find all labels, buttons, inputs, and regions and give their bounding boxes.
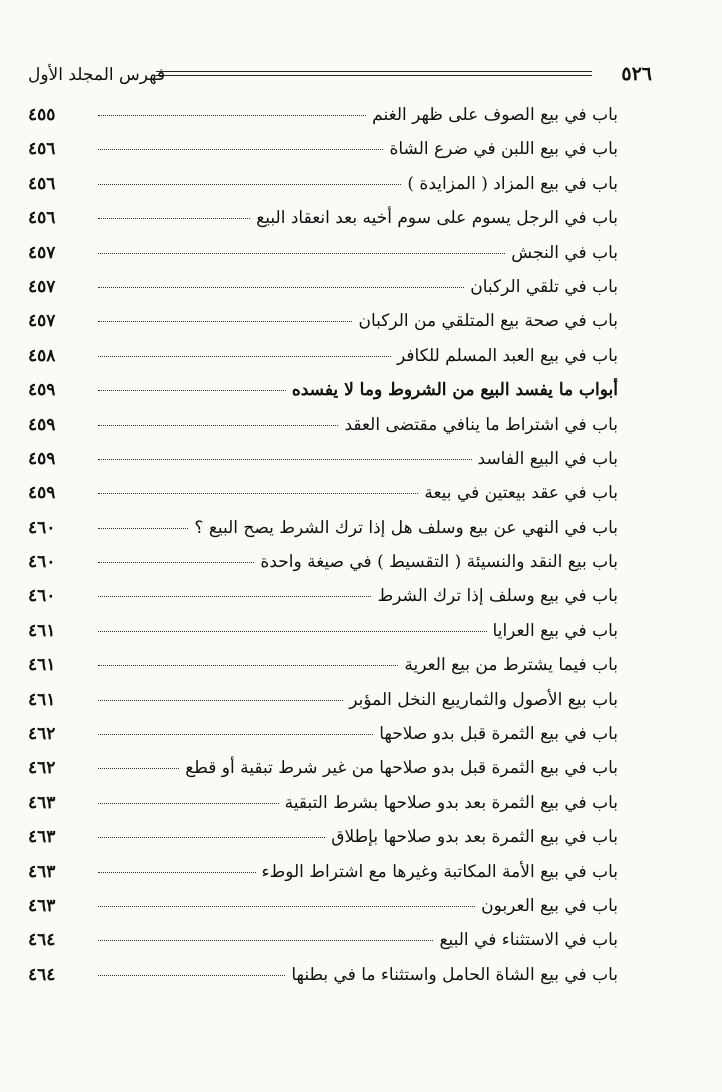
dot-leader xyxy=(98,459,472,460)
entry-title: باب في بيع الثمرة قبل بدو صلاحها من غير شرط تبقية أو قطع xyxy=(185,758,618,779)
entry-page-number: ٤٦١ xyxy=(28,620,56,641)
entry-page-number: ٤٥٩ xyxy=(28,483,56,504)
entry-page-number: ٤٦٣ xyxy=(28,861,56,882)
entry-title: باب بيع الأصول والثماريبع النخل المؤبر xyxy=(349,689,618,710)
dot-leader xyxy=(98,906,475,907)
entry-page-number: ٤٥٦ xyxy=(28,173,56,194)
toc-entry[interactable] xyxy=(28,482,618,516)
entry-title: باب في بيع اللبن في ضرع الشاة xyxy=(389,139,618,160)
toc-entry[interactable] xyxy=(28,757,618,791)
toc-entry[interactable] xyxy=(28,104,618,138)
entry-title: باب في بيع الثمرة قبل بدو صلاحها xyxy=(379,724,618,745)
entry-title: باب فيما يشترط من بيع العرية xyxy=(404,655,618,676)
entry-page-number: ٤٦٣ xyxy=(28,895,56,916)
entry-page-number: ٤٥٩ xyxy=(28,414,56,435)
toc-entry[interactable] xyxy=(28,551,618,585)
toc-entry[interactable] xyxy=(28,792,618,826)
entry-title: باب في اشتراط ما ينافي مقتضى العقد xyxy=(344,414,618,435)
dot-leader xyxy=(98,631,487,632)
entry-title: باب في بيع العبد المسلم للكافر xyxy=(396,345,618,366)
entry-title: باب في الاستثناء في البيع xyxy=(439,930,618,951)
entry-page-number: ٤٦٤ xyxy=(28,964,56,985)
dot-leader xyxy=(98,390,286,391)
toc-entry[interactable] xyxy=(28,207,618,241)
entry-title: باب في بيع وسلف إذا ترك الشرط xyxy=(377,586,618,607)
entry-title: باب في البيع الفاسد xyxy=(477,448,618,469)
toc-entry[interactable] xyxy=(28,585,618,619)
dot-leader xyxy=(98,837,325,838)
toc-entry[interactable] xyxy=(28,414,618,448)
entry-page-number: ٤٦٤ xyxy=(28,930,56,951)
toc-entry[interactable] xyxy=(28,345,618,379)
entry-title: باب في بيع العربون xyxy=(481,895,618,916)
entry-title: باب في بيع الثمرة بعد بدو صلاحها بإطلاق xyxy=(331,827,618,848)
entry-title: باب في صحة بيع المتلقي من الركبان xyxy=(358,311,618,332)
entry-page-number: ٤٥٥ xyxy=(28,105,56,125)
entry-page-number: ٤٥٧ xyxy=(28,311,56,332)
dot-leader xyxy=(98,253,505,254)
entry-page-number: ٤٥٩ xyxy=(28,380,56,401)
entry-page-number: ٤٦٢ xyxy=(28,758,56,779)
dot-leader xyxy=(98,149,383,150)
entry-page-number: ٤٥٨ xyxy=(28,345,56,366)
toc-entry[interactable] xyxy=(28,276,618,310)
dot-leader xyxy=(98,287,464,288)
entry-title: باب في بيع الأمة المكاتبة وغيرها مع اشتراط الوطء xyxy=(261,861,618,882)
entry-page-number: ٤٦٣ xyxy=(28,792,56,813)
toc-entry[interactable] xyxy=(28,138,618,172)
toc-entry[interactable] xyxy=(28,242,618,276)
dot-leader xyxy=(98,356,391,357)
toc-entry[interactable] xyxy=(28,929,618,963)
dot-leader xyxy=(98,493,418,494)
toc-entry[interactable] xyxy=(28,964,618,998)
entry-title: باب بيع النقد والنسيئة ( التقسيط ) في صيغة واحدة xyxy=(260,552,618,573)
dot-leader xyxy=(98,665,398,666)
toc-entry[interactable] xyxy=(28,895,618,929)
toc-entry[interactable] xyxy=(28,379,618,413)
entry-page-number: ٤٦٣ xyxy=(28,827,56,848)
entry-title: باب في النجش xyxy=(511,242,618,263)
entry-page-number: ٤٦٢ xyxy=(28,724,56,745)
dot-leader xyxy=(98,218,250,219)
dot-leader xyxy=(98,184,401,185)
dot-leader xyxy=(98,596,371,597)
toc-entry[interactable] xyxy=(28,517,618,551)
section-heading: أبواب ما يفسد البيع من الشروط وما لا يفسده xyxy=(291,380,618,401)
entry-title: باب في بيع العرايا xyxy=(492,620,618,641)
entry-title: باب في النهي عن بيع وسلف هل إذا ترك الشرط يصح البيع ؟ xyxy=(194,517,618,538)
entry-page-number: ٤٦١ xyxy=(28,655,56,676)
table-of-contents xyxy=(28,104,618,998)
toc-entry[interactable] xyxy=(28,310,618,344)
toc-entry[interactable] xyxy=(28,620,618,654)
entry-page-number: ٤٥٧ xyxy=(28,242,56,263)
entry-title: باب في عقد بيعتين في بيعة xyxy=(424,483,618,504)
dot-leader xyxy=(98,768,179,769)
entry-page-number: ٤٦١ xyxy=(28,689,56,710)
dot-leader xyxy=(98,321,352,322)
entry-title: باب في تلقي الركبان xyxy=(470,276,618,297)
entry-title: باب في بيع الشاة الحامل واستثناء ما في بطنها xyxy=(291,964,618,985)
entry-page-number: ٤٦٠ xyxy=(28,517,56,538)
toc-entry[interactable] xyxy=(28,448,618,482)
entry-page-number: ٤٥٦ xyxy=(28,139,56,160)
dot-leader xyxy=(98,562,254,563)
entry-title: باب في بيع الثمرة بعد بدو صلاحها بشرط التبقية xyxy=(284,792,618,813)
dot-leader xyxy=(98,940,433,941)
entry-page-number: ٤٦٠ xyxy=(28,586,56,607)
entry-page-number: ٤٥٧ xyxy=(28,276,56,297)
toc-entry[interactable] xyxy=(28,689,618,723)
dot-leader xyxy=(98,872,256,873)
dot-leader xyxy=(98,700,343,701)
entry-page-number: ٤٥٩ xyxy=(28,448,56,469)
header-title: فهرس المجلد الأول xyxy=(28,65,166,85)
dot-leader xyxy=(98,528,188,529)
dot-leader xyxy=(98,975,285,976)
page-header xyxy=(28,62,652,92)
entry-page-number: ٤٥٦ xyxy=(28,208,56,229)
toc-entry[interactable] xyxy=(28,173,618,207)
page-number: ٥٢٦ xyxy=(621,63,652,85)
toc-entry[interactable] xyxy=(28,861,618,895)
entry-page-number: ٤٦٠ xyxy=(28,552,56,573)
toc-entry[interactable] xyxy=(28,723,618,757)
entry-title: باب في بيع المزاد ( المزايدة ) xyxy=(407,173,618,194)
entry-title: باب في الرجل يسوم على سوم أخيه بعد انعقاد البيع xyxy=(256,208,618,229)
toc-entry[interactable] xyxy=(28,826,618,860)
dot-leader xyxy=(98,734,373,735)
entry-title: باب في بيع الصوف على ظهر الغنم xyxy=(372,105,618,125)
toc-entry[interactable] xyxy=(28,654,618,688)
dot-leader xyxy=(98,425,338,426)
dot-leader xyxy=(98,115,366,116)
dot-leader xyxy=(98,803,279,804)
header-double-rule xyxy=(156,71,592,76)
